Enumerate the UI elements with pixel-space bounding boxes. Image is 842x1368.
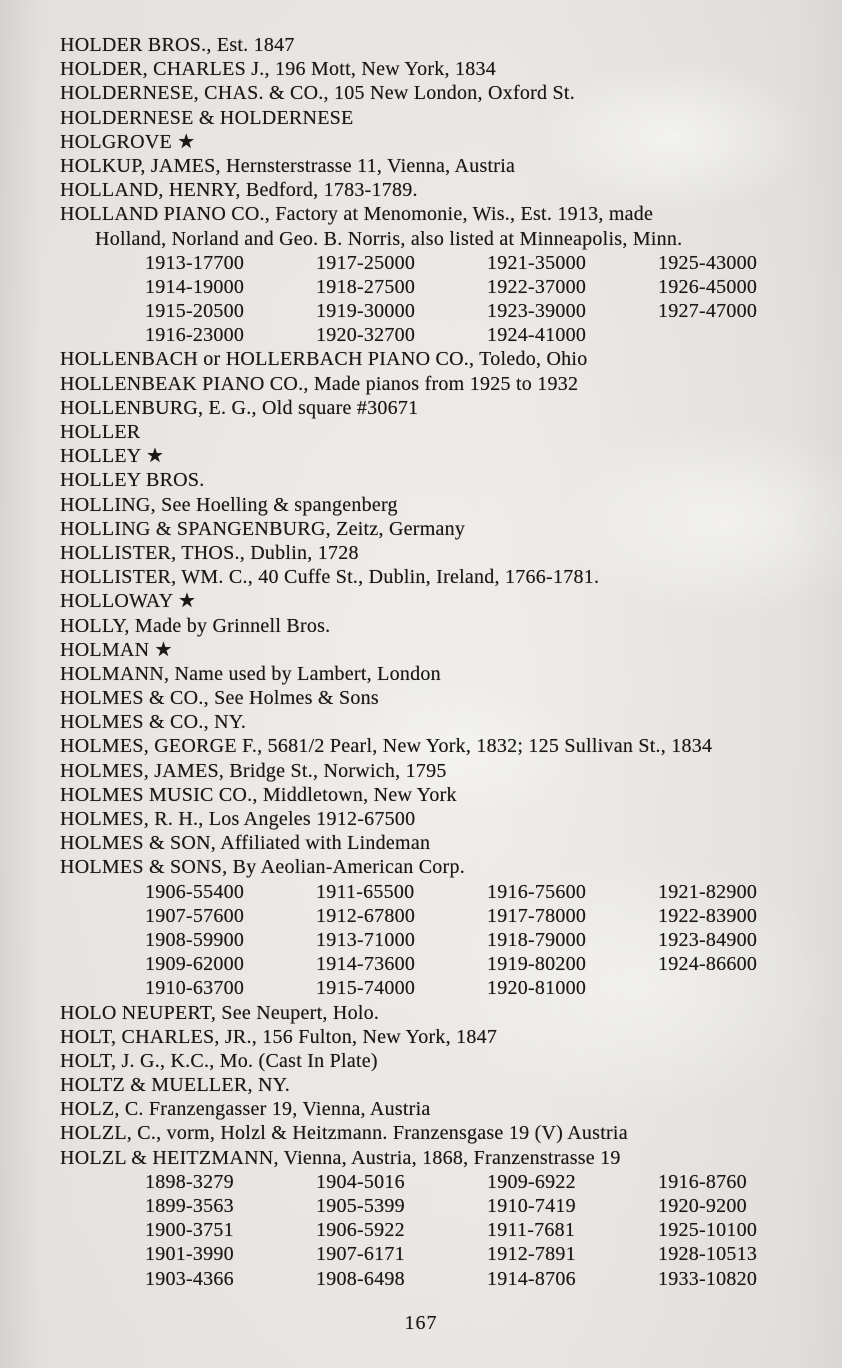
serial-table-cell: 1926-45000 (658, 275, 758, 298)
serial-table-row (60, 251, 822, 275)
serial-table-cell: 1913-71000 (316, 928, 416, 951)
serial-table-row (60, 928, 822, 952)
serial-table-cell: 1918-79000 (487, 928, 587, 951)
serial-table-cell: 1915-74000 (316, 977, 416, 1000)
serial-table-cell: 1927-47000 (658, 300, 758, 323)
serial-table-cell: 1918-27500 (316, 275, 416, 298)
directory-entry: HOLLY, Made by Grinnell Bros. (60, 614, 331, 637)
serial-table-cell: 1913-17700 (145, 251, 245, 274)
directory-entry: HOLDER BROS., Est. 1847 (60, 34, 295, 56)
serial-table-cell: 1899-3563 (145, 1195, 234, 1217)
serial-table-row (60, 904, 822, 928)
serial-table-cell: 1906-55400 (145, 880, 245, 903)
serial-table-row (60, 1194, 822, 1218)
serial-table-cell: 1901-3990 (145, 1243, 234, 1266)
serial-table-cell: 1908-6498 (316, 1267, 405, 1290)
directory-entry: HOLLEY ★ (60, 445, 165, 468)
serial-table-cell: 1916-23000 (145, 324, 245, 347)
serial-table-cell: 1922-37000 (487, 275, 587, 298)
directory-entry: HOLLENBURG, E. G., Old square #30671 (60, 396, 419, 419)
directory-entry: HOLDERNESE & HOLDERNESE (60, 106, 354, 129)
serial-table-cell: 1916-75600 (487, 880, 587, 903)
serial-table-row (60, 275, 822, 299)
serial-table-row (60, 1218, 822, 1242)
directory-entry: HOLMES & SONS, By Aeolian-American Corp. (60, 856, 465, 879)
serial-table-cell: 1925-10100 (658, 1219, 758, 1242)
serial-table-cell: 1912-7891 (487, 1243, 576, 1266)
serial-table-cell: 1911-7681 (487, 1219, 576, 1242)
serial-table-cell: 1907-6171 (316, 1243, 405, 1266)
serial-table-cell: 1906-5922 (316, 1219, 405, 1242)
directory-entry: HOLLEY BROS. (60, 469, 205, 492)
serial-table-cell: 1919-80200 (487, 953, 587, 976)
serial-table-cell: 1920-81000 (487, 977, 587, 1000)
serial-table-cell: 1916-8760 (658, 1170, 747, 1193)
directory-entry: HOLLAND PIANO CO., Factory at Menomonie, Wis., Est. 1913, made (60, 203, 654, 226)
serial-table-row (60, 299, 822, 323)
directory-entry: HOLT, J. G., K.C., Mo. (Cast In Plate) (60, 1049, 378, 1072)
directory-entry: HOLT, CHARLES, JR., 156 Fulton, New York, 1847 (60, 1025, 498, 1048)
serial-table-row (60, 952, 822, 976)
serial-table-cell: 1909-62000 (145, 953, 245, 976)
directory-entry: HOLLISTER, THOS., Dublin, 1728 (60, 541, 359, 564)
directory-entry: HOLDER, CHARLES J., 196 Mott, New York, 1834 (60, 58, 497, 81)
directory-entry: HOLO NEUPERT, See Neupert, Holo. (60, 1001, 380, 1024)
directory-entry: HOLMES & SON, Affiliated with Lindeman (60, 832, 431, 855)
directory-entry: HOLDERNESE, CHAS. & CO., 105 New London, Oxford St. (60, 82, 575, 105)
directory-entry: HOLMES & CO., See Holmes & Sons (60, 687, 379, 710)
serial-table-row (60, 880, 822, 904)
directory-entry: HOLZ, C. Franzengasser 19, Vienna, Austria (60, 1098, 431, 1121)
serial-table-cell: 1920-9200 (658, 1195, 747, 1217)
serial-table-cell: 1915-20500 (145, 300, 245, 323)
serial-table-cell: 1928-10513 (658, 1243, 758, 1266)
directory-entry: HOLLING, See Hoelling & spangenberg (60, 493, 398, 516)
serial-table-cell: 1917-25000 (316, 251, 416, 274)
serial-table-cell: 1898-3279 (145, 1170, 234, 1193)
serial-table-cell: 1924-86600 (658, 953, 758, 976)
directory-entry: HOLGROVE ★ (60, 130, 196, 153)
serial-table-row (60, 976, 822, 1000)
directory-entry: HOLMES, JAMES, Bridge St., Norwich, 1795 (60, 759, 447, 782)
serial-table-cell: 1924-41000 (487, 324, 587, 347)
page-number: 167 (404, 1312, 438, 1334)
serial-table-cell: 1905-5399 (316, 1195, 405, 1217)
serial-number-table (60, 1170, 822, 1291)
serial-table-row (60, 1242, 822, 1266)
directory-entry: HOLZL, C., vorm, Holzl & Heitzmann. Franzensgase 19 (V) Austria (60, 1122, 628, 1145)
serial-table-cell: 1907-57600 (145, 904, 245, 927)
serial-table-cell: 1904-5016 (316, 1170, 405, 1193)
directory-entry: HOLTZ & MUELLER, NY. (60, 1074, 290, 1097)
directory-entry: HOLMANN, Name used by Lambert, London (60, 662, 441, 685)
serial-table-cell: 1914-73600 (316, 953, 416, 976)
directory-entry: HOLMES & CO., NY. (60, 711, 247, 734)
directory-entry: HOLLISTER, WM. C., 40 Cuffe St., Dublin, Ireland, 1766-1781. (60, 566, 600, 589)
directory-entry: HOLMES, GEORGE F., 5681/2 Pearl, New York, 1832; 125 Sullivan St., 1834 (60, 735, 713, 758)
serial-table-cell: 1920-32700 (316, 324, 416, 347)
directory-entry: HOLLOWAY ★ (60, 590, 197, 613)
serial-table-cell: 1921-35000 (487, 251, 587, 274)
directory-entry: HOLMES MUSIC CO., Middletown, New York (60, 783, 457, 806)
directory-entry: HOLLER (60, 421, 141, 443)
serial-table-cell: 1922-83900 (658, 904, 758, 927)
serial-table-cell: 1925-43000 (658, 251, 758, 274)
serial-table-cell: 1910-7419 (487, 1195, 576, 1217)
serial-table-cell: 1900-3751 (145, 1219, 234, 1242)
directory-entry: HOLMES, R. H., Los Angeles 1912-67500 (60, 808, 416, 830)
directory-entry: HOLLENBEAK PIANO CO., Made pianos from 1925 to 1932 (60, 372, 579, 395)
directory-entry: HOLLENBACH or HOLLERBACH PIANO CO., Toledo, Ohio (60, 348, 588, 371)
serial-table-cell: 1923-39000 (487, 300, 587, 323)
serial-table-cell: 1921-82900 (658, 880, 758, 903)
serial-table-cell: 1910-63700 (145, 977, 245, 1000)
serial-table-cell: 1917-78000 (487, 904, 587, 927)
serial-number-table (60, 880, 822, 1001)
serial-table-row (60, 1170, 822, 1194)
directory-entry: HOLZL & HEITZMANN, Vienna, Austria, 1868, Franzenstrasse 19 (60, 1146, 621, 1169)
serial-table-row (60, 323, 822, 347)
serial-table-cell: 1912-67800 (316, 904, 416, 927)
serial-table-cell: 1919-30000 (316, 300, 416, 323)
serial-number-table (60, 251, 822, 348)
entry-continuation: Holland, Norland and Geo. B. Norris, also listed at Minneapolis, Minn. (95, 227, 683, 250)
serial-table-cell: 1903-4366 (145, 1267, 234, 1290)
serial-table-cell: 1933-10820 (658, 1267, 758, 1290)
serial-table-cell: 1914-19000 (145, 275, 245, 298)
serial-table-cell: 1914-8706 (487, 1267, 576, 1290)
directory-entry: HOLMAN ★ (60, 638, 173, 661)
serial-table-row (60, 1267, 822, 1291)
serial-table-cell: 1923-84900 (658, 928, 758, 951)
directory-entry: HOLKUP, JAMES, Hernsterstrasse 11, Vienna, Austria (60, 154, 516, 177)
serial-table-cell: 1909-6922 (487, 1170, 576, 1193)
serial-table-cell: 1911-65500 (316, 880, 415, 903)
directory-entry: HOLLING & SPANGENBURG, Zeitz, Germany (60, 517, 466, 540)
directory-entry: HOLLAND, HENRY, Bedford, 1783-1789. (60, 179, 418, 202)
serial-table-cell: 1908-59900 (145, 928, 245, 951)
directory-content (60, 33, 822, 1291)
